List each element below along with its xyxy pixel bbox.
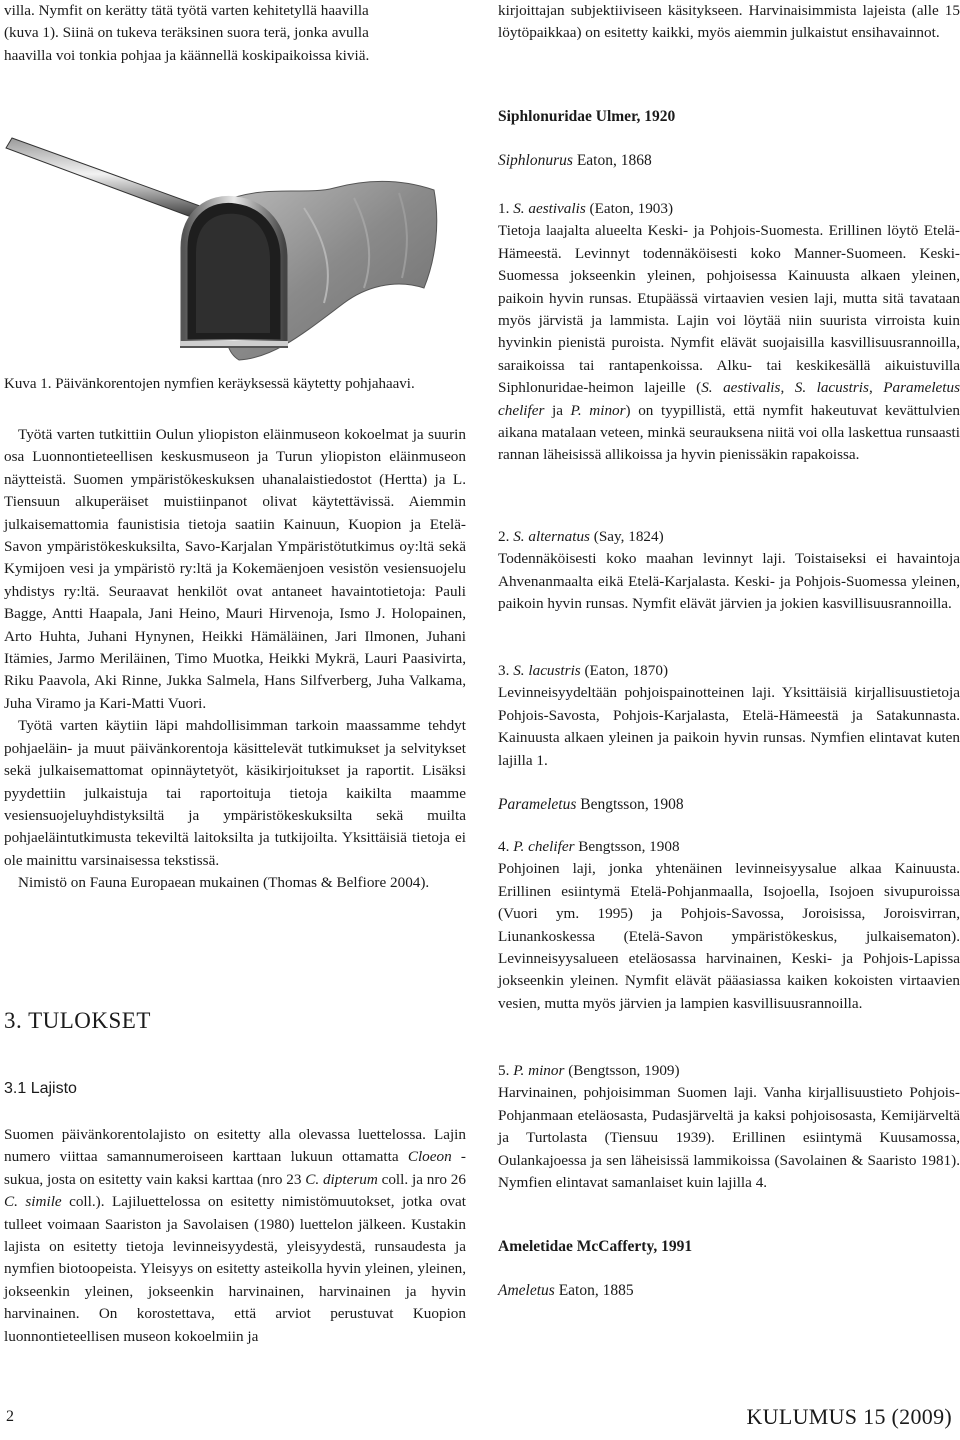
species-1-author: (Eaton, 1903) — [585, 200, 674, 217]
intro-species-dipterum: C. dipterum — [305, 1170, 378, 1188]
species-1-sep-3: ja — [544, 401, 571, 419]
left-top-fragment — [4, 0, 466, 67]
species-5-name: P. minor — [513, 1062, 565, 1079]
family-siphlonuridae: Siphlonuridae Ulmer, 1920 — [498, 108, 676, 125]
species-1-number: 1. — [498, 200, 514, 217]
species-4 — [498, 836, 960, 1015]
pond-net-illustration — [4, 128, 444, 363]
species-1-heading — [498, 198, 960, 220]
species-2-number: 2. — [498, 528, 514, 545]
species-1-ref-minor: P. minor — [570, 401, 626, 419]
methods-paragraph-1: Työtä varten tutkittiin Oulun yliopiston eläinmuseon kokoelmat ja suurin osa Luonnontieteellisen keskusmuseon ja Turun yliopiston eläinmuseon näytteistä. Suomen ympäristökeskuksen uhanalaistiedostot (Hertta) ja L. Tiensuun alkuperäiset muistiinpanot olivat käytettävissä. Aiemmin julkaisemattomia faunistisia tietoja saatiin Kainuun, Kuopion ja Etelä-Savon ympäristökeskuksilta, Savo-Karjalan Ympäristötutkimus oy:ltä sekä Kymijoen vesi ja ympäristö ry:ltä ja Kokemäenjoen vesistön vesiensuojelu yhdistys ry:ltä. Seuraavat henkilöt ovat antaneet havaintotietoja: Pauli Bagge, Antti Haapala, Jani Heino, Mauri Hirvenoja, Ismo J. Holopainen, Arto Huhta, Juhani Hynynen, Heikki Hämäläinen, Jari Ilmonen, Juhani Itämies, Jarmo Meriläinen, Timo Muotka, Heikki Mykrä, Lauri Paasivirta, Riku Paavola, Aki Rinne, Jukka Salmela, Hans Silfverberg, Juha Valkama, Juha Viramo ja Kari-Matti Vuori. — [4, 426, 466, 712]
genus-ameletus — [498, 1282, 634, 1300]
family-ameletidae: Ameletidae McCafferty, 1991 — [498, 1238, 693, 1255]
methods-paragraph-2: Työtä varten käytiin läpi mahdollisimman tarkoin maassamme tehdyt pohjaeläin- ja muut päivänkorentoja käsittelevät tutkimukset ja selvitykset sekä julkaisemattomat opinnäytetyöt, käsikirjoitukset ja raportit. Lisäksi pyydettiin julkaistuja tai raportoituja tietoja kaikilta maamme vesiensuojeluyhdistyksiltä ja ympäristökeskuksilta sekä muilta pohjaeläintutkimusta tekeviltä laitoksilta ja tutkijoilta. Yksittäisiä tietoja ei ole mainittu varsinaisessa tekstissä. — [4, 717, 466, 869]
genus-ameletus-author: Eaton, 1885 — [554, 1282, 634, 1299]
species-2-text: Todennäköisesti koko maahan levinnyt laji. Toistaiseksi ei havaintoja Ahvenanmaalta eikä Etelä-Karjalasta. Keski- ja Pohjois-Suomessa yleinen, paikoin hyvin runsas. Nymfit elävät järvien ja jokien kasvillisuusrannoilla. — [498, 550, 960, 613]
intro-genus-cloeon: Cloeon — [407, 1148, 452, 1166]
species-5 — [498, 1060, 960, 1194]
species-5-author: (Bengtsson, 1909) — [564, 1062, 680, 1079]
methods-paragraph-3: Nimistö on Fauna Europaean mukainen (Thomas & Belfiore 2004). — [18, 874, 430, 892]
species-2-author: (Say, 1824) — [589, 528, 664, 545]
figure-caption: Kuva 1. Päivänkorentojen nymfien keräyksessä käytetty pohjahaavi. — [4, 376, 415, 392]
page-number: 2 — [6, 1408, 14, 1425]
genus-siphlonurus — [498, 152, 652, 170]
journal-footer: KULUMUS 15 (2009) — [746, 1404, 952, 1429]
species-2 — [498, 526, 960, 616]
right-top-fragment: kirjoittajan subjektiiviseen käsitykseen. Harvinaisimmista lajeista (alle 15 löytöpaikkaa) on esitetty kaikki, myös aiemmin julkaistut ensihavainnot. — [498, 2, 960, 42]
genus-siphlonurus-name: Siphlonurus — [498, 152, 573, 169]
genus-siphlonurus-author: Eaton, 1868 — [572, 152, 652, 169]
species-3-heading — [498, 660, 960, 682]
species-5-text: Harvinainen, pohjoisimman Suomen laji. Vanha kirjallisuustieto Pohjois-Pohjanmaan eteläosasta, Pudasjärveltä ja kaksi pohjoisosasta, Kemijärveltä ja Turtolasta (Tiensuu 1939). Erillinen esiintymä Kuusamossa, Oulankajoessa ja sen läheisissä lammikoissa (Savolainen & Saaristo 1981). Nymfien elintavat samanlaiset kuin lajilla 4. — [498, 1084, 960, 1192]
species-5-heading — [498, 1060, 960, 1082]
intro-text-d: coll.). Lajiluettelossa on esitetty nimistömuutokset, jotka ovat tulleet voimaan Saariston ja Savolaisen (1980) luettelon jälkeen. Kustakin lajista on esitetty tietoja levinneisyydestä, yleisyydestä, runsaudesta ja nymfien biotoopeista. Yleisyys on esitetty asteikolla hyvin yleinen, yleinen, jokseenkin yleinen, jokseenkin harvinainen, harvinainen ja hyvin harvinainen. On korostettava, että arviot perustuvat Kuopion luonnontieteellisen museon kokoelmiin ja — [4, 1193, 466, 1345]
species-3-text: Levinneisyydeltään pohjoispainotteinen laji. Yksittäisiä kirjallisuustietoja Pohjois-Savosta, Pohjois-Karjalasta, Etelä-Hämeestä ja Satakunnasta. Kainuusta alkaen yleinen ja paikoin hyvin runsas. Nymfien elintavat kuten lajilla 1. — [498, 684, 960, 769]
species-1-sep-1: , — [780, 379, 795, 397]
species-4-number: 4. — [498, 838, 514, 855]
species-4-author: Bengtsson, 1908 — [574, 838, 680, 855]
species-1-text — [498, 220, 960, 466]
heading-species-list: 3.1 Lajisto — [4, 1080, 77, 1097]
species-1-ref-chelifer: Parameletus chelifer — [498, 379, 960, 419]
species-2-heading — [498, 526, 960, 548]
species-3-number: 3. — [498, 662, 514, 679]
species-list-intro — [4, 1124, 466, 1348]
heading-results: 3. TULOKSET — [4, 1008, 151, 1033]
intro-text-c: coll. ja nro 26 — [377, 1170, 466, 1188]
left-top-line-3: haavilla voi tonkia pohjaa ja käännellä koskipaikoissa kiviä. — [4, 46, 370, 64]
genus-ameletus-name: Ameletus — [498, 1282, 555, 1299]
intro-text-a: Suomen päivänkorentolajisto on esitetty alla olevassa luettelossa. Lajin numero viittaa samannumeroiseen karttaan lukuun ottamatta — [4, 1126, 466, 1166]
species-4-text: Pohjoinen laji, jonka yhtenäinen levinneisyysalue alkaa Kainuusta. Erillinen esiintymä Etelä-Pohjanmaalla, Isojoella, Isojoen sivupuroissa (Vuori ym. 1995) ja Pohjois-Savossa, Joroisissa, Joroisvirran, Liunankoskessa (Etelä-Savon ympäristökeskus, julkaisematon). Levinneisyysalueen eteläosassa harvinainen, Keski- ja Pohjois-Lapissa jokseenkin yleinen. Nymfit elävät pääasiassa kaiken kokoisten virtaavien vesien, mutta myös järvien ja lampien kasvillisuusrannoilla. — [498, 860, 960, 1012]
species-1-ref-aestivalis: S. aestivalis — [701, 379, 781, 397]
left-top-line-2: (kuva 1). Siinä on tukeva teräksinen suora terä, jonka avulla — [4, 24, 369, 42]
species-1-ref-lacustris: S. lacustris — [794, 379, 869, 397]
figure-pond-net — [4, 128, 444, 363]
species-1-text-b: ) on tyypillistä, että nymfit hakeutuvat kevättulvien aikana matalaan veteen, minkä seurauksena niitä voi olla laskettua runsaasti rannan läheisissä allikoissa ja hyvin pienissäkin rapakoissa. — [498, 401, 960, 464]
genus-parameletus-author: Bengtsson, 1908 — [576, 796, 684, 813]
species-4-heading — [498, 836, 960, 858]
genus-parameletus — [498, 796, 684, 814]
species-1-text-a: Tietoja laajalta alueelta Keski- ja Pohjois-Suomesta. Erillinen löytö Etelä-Hämeestä. Levinnyt todennäköisesti koko Manner-Suomeen. Keski-Suomessa jokseenkin yleinen, pohjoisessa Kainuusta alkaen yleinen, paikoin hyvin runsas. Etupäässä virtaavien vesien laji, mutta sitä tavataan myös järvistä ja lammista. Lajin voi löytää niin suurista virroista kuin hyvinkin pienistä puroista. Nymfit elävät suojaisilla kasvillisuusrannoilla, saraikoissa tai rantapenkoissa. Alku- tai keskikesällä aikuistuvilla Siphlonuridae-heimon lajeille ( — [498, 222, 960, 397]
species-1-name: S. aestivalis — [513, 200, 586, 217]
intro-species-simile: C. simile — [4, 1193, 62, 1211]
species-5-number: 5. — [498, 1062, 514, 1079]
species-3-author: (Eaton, 1870) — [580, 662, 669, 679]
species-4-name: P. chelifer — [513, 838, 575, 855]
species-1 — [498, 198, 960, 467]
species-3-name: S. lacustris — [513, 662, 581, 679]
left-body — [4, 424, 466, 895]
left-top-line-1: villa. Nymfit on kerätty tätä työtä varten kehitetyllä haavilla — [4, 2, 369, 19]
species-2-name: S. alternatus — [513, 528, 590, 545]
genus-parameletus-name: Parameletus — [498, 796, 577, 813]
intro-text-b: -sukua, josta on esitetty vain kaksi karttaa (nro 23 — [4, 1148, 466, 1188]
species-3 — [498, 660, 960, 772]
species-1-sep-2: , — [868, 379, 884, 397]
